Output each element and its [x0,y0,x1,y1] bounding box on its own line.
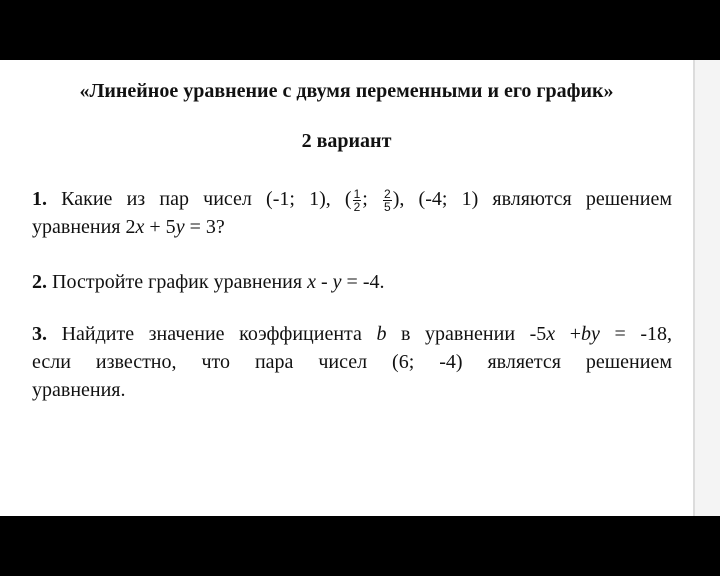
task-1-var-x: x [135,216,145,238]
fraction-one-half [353,188,362,213]
fraction-2-denominator: 5 [384,199,391,214]
fraction-2-numerator: 2 [384,186,391,201]
scrollbar-track[interactable] [693,60,720,516]
task-2-line-1 [32,268,672,296]
task-3-number: 3. [32,323,47,345]
task-1-text-before: Какие из пар чисел (-1; 1), ( [47,188,352,210]
document-page [0,60,693,516]
task-1-var-y: y [175,216,185,238]
task-3-text-after: = -18, [599,323,672,345]
task-2 [32,268,672,296]
task-1-text-after: ), (-4; 1) являются решением [392,188,672,210]
task-2-text-before: Постройте график уравнения [47,271,308,293]
task-2-text-after: = -4. [341,271,385,293]
task-3-line-2: если известно, что пара чисел (6; -4) является решением [32,351,672,373]
task-2-var-x: x [307,271,316,293]
fraction-two-fifths [383,188,392,213]
task-3-var-x: x [546,323,556,345]
variant-heading: 2 вариант [301,130,392,152]
task-3-line-3: уравнения. [32,379,126,401]
task-1-equation-prefix: уравнения 2 [32,216,136,238]
fraction-1-denominator: 2 [353,199,361,214]
task-1 [32,185,672,241]
task-3 [32,320,672,404]
fraction-1-numerator: 1 [353,186,361,201]
task-3-text-before: Найдите значение коэффициента [47,323,377,345]
task-1-separator: ; [362,188,383,210]
task-3-text-plus: + [555,323,582,345]
task-3-var-by: by [581,323,600,345]
task-2-var-y: y [332,271,342,293]
task-3-var-b: b [376,323,387,345]
task-2-number: 2. [32,271,47,293]
task-3-line-1 [32,320,672,348]
task-1-number: 1. [32,188,47,210]
task-3-text-mid: в уравнении -5 [386,323,547,345]
task-2-mid: - [315,271,333,293]
document-title: «Линейное уравнение с двумя переменными и его график» [79,80,614,102]
task-1-line-1 [32,185,672,213]
task-1-equation-mid: + 5 [144,216,176,238]
task-1-line-2 [32,213,672,241]
task-1-equation-suffix: = 3? [184,216,225,238]
